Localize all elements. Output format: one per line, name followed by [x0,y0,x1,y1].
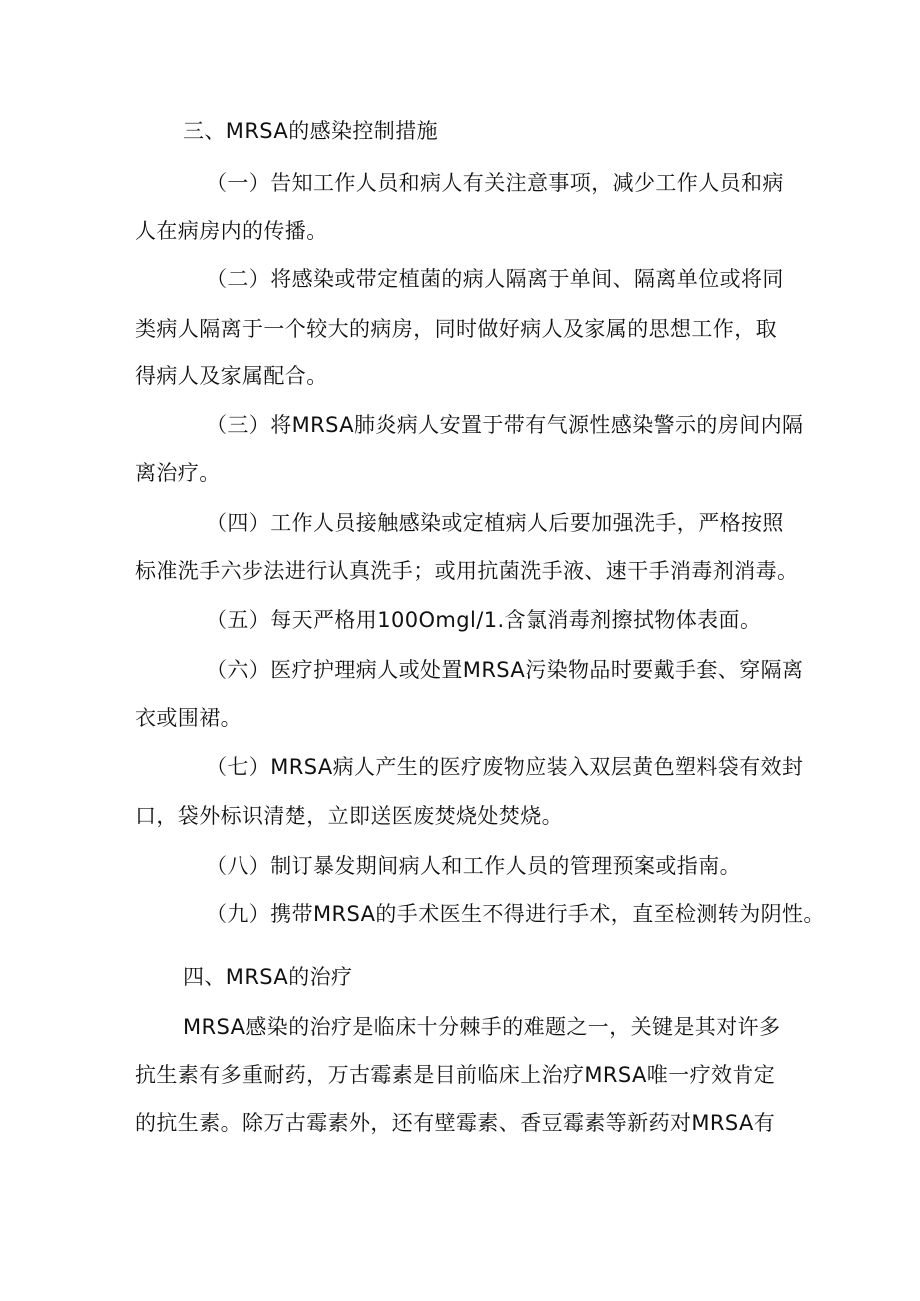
section3-heading: 三、MRSA的感染控制措施 [183,119,438,143]
item8-line1: （八）制订暴发期间病人和工作人员的管理预案或指南。 [206,854,741,878]
item3-line1: （三）将MRSA肺炎病人安置于带有气源性感染警示的房间内隔 [206,413,804,437]
item5-line1: （五）每天严格用100Omgl/1.含氯消毒剂擦拭物体表面。 [206,608,762,632]
item6-line2: 衣或围裙。 [135,706,242,730]
section4-para-line2: 抗生素有多重耐药，万古霉素是目前临床上治疗MRSA唯一疗效肯定 [135,1063,776,1087]
item2-line2: 类病人隔离于一个较大的病房，同时做好病人及家属的思想工作，取 [135,317,777,341]
section4-para-line1: MRSA感染的治疗是临床十分棘手的难题之一，关键是其对许多 [183,1015,781,1039]
item6-line1: （六）医疗护理病人或处置MRSA污染物品时要戴手套、穿隔离 [206,658,804,682]
item9-line1: （九）携带MRSA的手术医生不得进行手术，直至检测转为阴性。 [206,902,825,926]
item1-line1: （一）告知工作人员和病人有关注意事项，减少工作人员和病 [206,171,784,195]
item3-line2: 离治疗。 [135,461,221,485]
item4-line2: 标准洗手六步法进行认真洗手；或用抗菌洗手液、速干手消毒剂消毒。 [135,559,799,583]
item4-line1: （四）工作人员接触感染或定植病人后要加强洗手，严格按照 [206,511,784,535]
item2-line3: 得病人及家属配合。 [135,364,328,388]
section4-para-line3: 的抗生素。除万古霉素外，还有壁霉素、香豆霉素等新药对MRSA有 [135,1111,776,1135]
item7-line1: （七）MRSA病人产生的医疗废物应装入双层黄色塑料袋有效封 [206,755,804,779]
item7-line2: 口，袋外标识清楚，立即送医废焚烧处焚烧。 [135,804,563,828]
item2-line1: （二）将感染或带定植菌的病人隔离于单间、隔离单位或将同 [206,267,784,291]
section4-heading: 四、MRSA的治疗 [183,965,353,989]
item1-line2: 人在病房内的传播。 [135,219,328,243]
